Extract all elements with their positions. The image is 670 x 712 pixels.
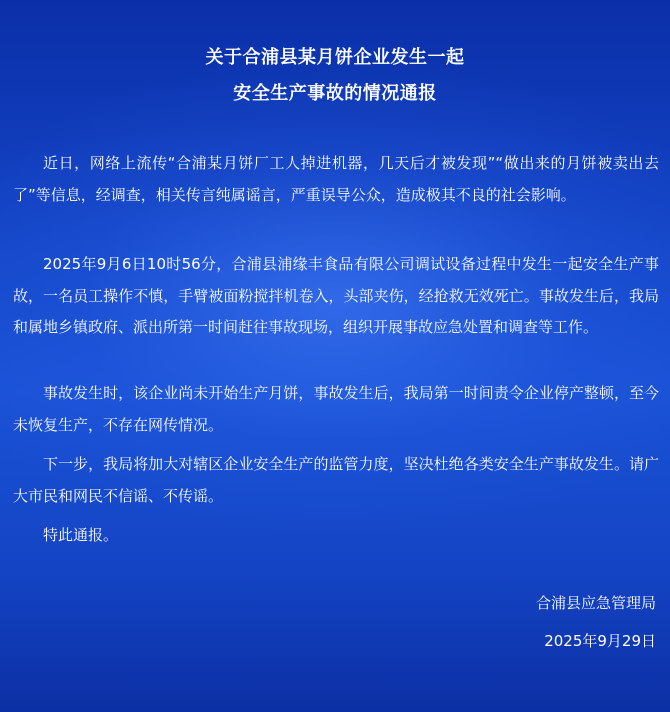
paragraph-next-steps: 下一步，我局将加大对辖区企业安全生产的监管力度，坚决杜绝各类安全生产事故发生。请广大市民和网民不信谣、不传谣。 [13,455,659,505]
paragraph-closing: 特此通报。 [43,526,119,544]
signature-organization: 合浦县应急管理局 [535,594,656,612]
notice-title-line-1: 关于合浦县某月饼企业发生一起 [205,47,465,68]
paragraph-rumor-clarification: 近日，网络上流传“合浦某月饼厂工人掉进机器，几天后才被发现”“做出来的月饼被卖出去了”等信息，经调查，相关传言纯属谣言，严重误导公众，造成极其不良的社会影响。 [13,154,659,204]
paragraph-production-status: 事故发生时，该企业尚未开始生产月饼，事故发生后，我局第一时间责令企业停产整顿，至今未恢复生产，不存在网传情况。 [13,384,659,434]
paragraph-accident-details: 2025年9月6日10时56分，合浦县浦缘丰食品有限公司调试设备过程中发生一起安全生产事故，一名员工操作不慎，手臂被面粉搅拌机卷入，头部夹伤，经抢救无效死亡。事故发生后，我局和属地乡镇政府、派出所第一时间赶往事故现场，组织开展事故应急处置和调查等工作。 [13,255,659,336]
notice-title-line-2: 安全生产事故的情况通报 [233,83,437,104]
signature-date: 2025年9月29日 [544,632,656,650]
